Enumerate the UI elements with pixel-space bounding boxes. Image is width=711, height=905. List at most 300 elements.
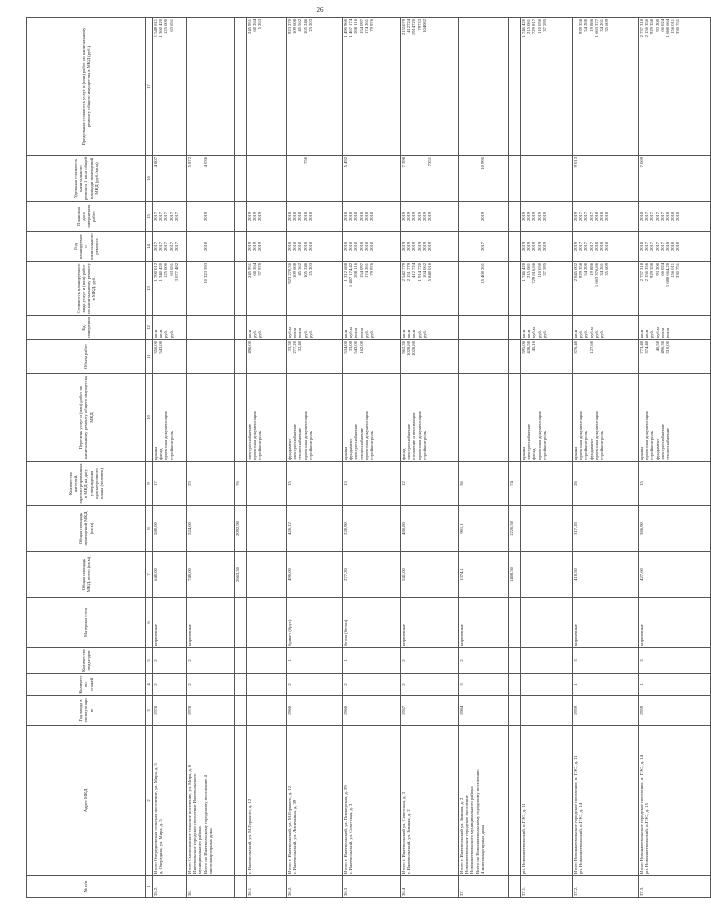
unit [573, 316, 639, 340]
cost-line: 63 651 [168, 263, 174, 276]
row-number: 36. [187, 876, 235, 898]
unit-line: куб.м [654, 327, 660, 338]
repair-year-line: 2017 [588, 241, 594, 252]
repair-year [401, 232, 459, 262]
unit-cost-line [174, 157, 179, 200]
floors [509, 674, 521, 696]
address [153, 726, 187, 876]
unit-line: руб. [599, 330, 605, 338]
cost-limit-line: 66 024 [659, 19, 665, 32]
unit-line: руб. [307, 330, 313, 338]
cost-limit-line: 245 951 [247, 19, 252, 34]
floors [235, 674, 247, 696]
works-list-line: фундамент [588, 438, 594, 460]
work-volume-line: 374,40 [644, 341, 650, 354]
unit [187, 316, 235, 340]
unit [247, 316, 287, 340]
floors [521, 674, 573, 696]
cost-limit-line: 412724 [406, 19, 412, 33]
work-volume [235, 340, 247, 374]
cost-line: 2 156 356 [644, 263, 650, 282]
unit [459, 316, 509, 340]
works-list-line: крыша [639, 446, 644, 460]
completion-date-line: 2019 [416, 211, 422, 222]
row-number: 36.3 [343, 876, 401, 898]
completion-date-line: 2018 [292, 211, 298, 222]
residents [247, 462, 287, 506]
work-volume [187, 340, 235, 374]
work-volume-line: 46,50 [654, 341, 660, 352]
unit-line: руб. [649, 330, 655, 338]
repair-year-line: 2019 [427, 241, 433, 252]
works-list [247, 374, 287, 462]
cost-limit-line: 1 663 377 [593, 19, 599, 38]
completion-date [573, 202, 639, 232]
unit-cost [235, 156, 247, 202]
repair-year-line: 2017 [479, 241, 485, 252]
year-built [247, 696, 287, 726]
cost-limit-line [174, 19, 179, 154]
premises-area: 386,90 [639, 506, 711, 552]
total-area: 490,00 [287, 552, 343, 598]
premises-area: 426,12 [287, 506, 343, 552]
works-list-line: крыша [343, 446, 348, 460]
completion-date-line: 2017 [649, 211, 655, 222]
completion-date-line: 2017 [583, 211, 589, 222]
column-number: 14 [146, 232, 153, 262]
work-volume [459, 340, 509, 374]
address-line: Итого Очередновская сельская поселение, ул. Мира, д. 5 [153, 763, 158, 874]
cost-limit-line: 125 000 [163, 19, 169, 34]
completion-date-line: 2018 [670, 211, 676, 222]
cost-line: 1 663 376,86 [593, 263, 599, 288]
completion-date-line: 2018 [363, 211, 369, 222]
unit-line: руб. [416, 330, 422, 338]
table-row [153, 18, 187, 898]
work-volume-line: 595,00 [521, 341, 526, 354]
unit [235, 316, 247, 340]
column-header: Год планируемого капитального ремонта [27, 232, 146, 262]
cost-line: 2 737 318 [639, 263, 644, 282]
cost [235, 262, 247, 316]
cost-line: 37 595 [541, 263, 547, 276]
cost-line: 729 816,86 [531, 263, 537, 284]
cost-line: 245 951 [247, 263, 252, 278]
cost-limit-line: 2151079 [401, 19, 406, 36]
works-list-line: проектная документация [536, 411, 542, 460]
total-area: 740,00 [187, 552, 235, 598]
row-number: 37.3. [639, 876, 711, 898]
total-area: 427,60 [639, 552, 711, 598]
unit-line: пог.м [297, 327, 303, 338]
cost [187, 262, 235, 316]
repair-year-line: 2019 [573, 241, 578, 252]
unit-line: кв.м [406, 329, 412, 338]
column-number: 15 [146, 202, 153, 232]
cost-limit-line: 45 562 [297, 19, 303, 32]
column-header: Стоимость планируемого вида услуг и (или) работ по капитальному ремонту в МКД, руб. [27, 262, 146, 316]
unit-cost-line: 750 [302, 157, 308, 164]
repair-year-line: 2018 [369, 241, 375, 252]
column-number: 8 [146, 506, 153, 552]
works-list-line: крыша [521, 446, 526, 460]
cost-limit-line: 1 549 811 [153, 19, 158, 38]
unit-cost-line: 5 872 [187, 157, 192, 168]
completion-date-line: 2019 [536, 211, 542, 222]
cost-line: 174 261 [363, 263, 369, 278]
cost-limit-line: 939 358 [578, 19, 584, 34]
column-header: Перечень услуг и (или) работ по капитальному ремонту общего имущества МКД [27, 374, 146, 462]
column-header: Удельная стоимость капитального ремонта 1 кв.м общей площади помещений МКД (руб./кв.м) [27, 156, 146, 202]
cost-line: 215 081 [526, 263, 532, 278]
completion-date [401, 202, 459, 232]
work-volume-line: 534,00 [343, 341, 348, 354]
completion-date-line: 2018 [369, 211, 375, 222]
cost-line: 1 700 012 [153, 263, 158, 282]
works-list-line: электроснабжение [659, 423, 665, 460]
entrances: 3 [639, 648, 711, 674]
unit-cost-line [675, 157, 680, 200]
entrances: 1 [343, 648, 401, 674]
works-list-line: теплоснабжение [297, 427, 303, 460]
address [247, 726, 287, 876]
completion-date-line: 2019 [573, 211, 578, 222]
completion-date [459, 202, 509, 232]
address [639, 726, 711, 876]
table-row [235, 18, 247, 898]
cost-limit-line: 104082 [421, 19, 427, 33]
repair-year-line: 2017 [578, 241, 584, 252]
repair-year [153, 232, 187, 262]
address-line: г. Ижеевольский, ул. Зимняя, д. 2 [406, 809, 412, 874]
premises-area: 317,20 [573, 506, 639, 552]
table-row [287, 18, 343, 898]
works-list-line: электроснабжение [292, 423, 298, 460]
unit [639, 316, 711, 340]
completion-date-line: 2017 [168, 211, 174, 222]
wall-material: кирпичные [639, 598, 711, 648]
works-list-line: фасад [531, 448, 537, 460]
column-number: 7 [146, 552, 153, 598]
repair-year-line: 2019 [416, 241, 422, 252]
completion-date-line: 2019 [521, 211, 526, 222]
table-row [509, 18, 521, 898]
column-header: Общая площадь помещений МКД (кв.м) [27, 506, 146, 552]
cost-limit-line: 110 050 [536, 19, 542, 34]
cost-limit-line: 2 156 356 [644, 19, 650, 38]
completion-date-line: 2018 [343, 211, 348, 222]
repair-year [343, 232, 401, 262]
completion-date-line: 2019 [421, 211, 427, 222]
works-list [187, 374, 235, 462]
entrances: 2 [401, 648, 459, 674]
cost-limit-line: 5 263 [257, 19, 263, 30]
cost-limit [521, 18, 573, 156]
unit-cost-line [604, 157, 609, 200]
residents: 26 [573, 462, 639, 506]
cost-limit-line: 1 746 420 [521, 19, 526, 38]
unit-line: куб.м [531, 327, 537, 338]
floors: 2 [187, 674, 235, 696]
row-number: 36.2. [287, 876, 343, 898]
table-row [573, 18, 639, 898]
completion-date [343, 202, 401, 232]
cost-limit-line: 929 358 [649, 19, 655, 34]
row-number [509, 876, 521, 898]
repair-year [235, 232, 247, 262]
completion-date [287, 202, 343, 232]
wall-material: кирпичные [573, 598, 639, 648]
unit-cost-line: 7351 [427, 157, 433, 167]
work-volume-line: 438,50 [526, 341, 532, 354]
unit-line: кв.м [644, 329, 650, 338]
entrances [247, 648, 287, 674]
entrances: 3 [573, 648, 639, 674]
address-line: Новоижеевольского муниципального района [469, 786, 475, 874]
cost-limit-line [427, 19, 432, 154]
unit-line: руб. [257, 330, 263, 338]
works-list-line: теплоснабжение [665, 427, 671, 460]
work-volume-line: 543,00 [158, 341, 164, 354]
work-volume-line: 962,30 [401, 341, 406, 354]
completion-date [153, 202, 187, 232]
unit-cost-line: 10 995 [479, 157, 485, 170]
works-list [521, 374, 573, 462]
wall-material [247, 598, 287, 648]
address [573, 726, 639, 876]
completion-date-line: 2017 [588, 211, 594, 222]
unit-cost [187, 156, 235, 202]
cost [509, 262, 521, 316]
premises-area [247, 506, 287, 552]
works-list-line: стройконтроль [369, 431, 375, 460]
work-volume-line [542, 341, 547, 372]
table-row [521, 18, 573, 898]
cost-line: 5 848 016 [427, 263, 433, 282]
unit-line: руб. [302, 330, 308, 338]
unit-line: пог.м [353, 327, 359, 338]
residents: 15 [287, 462, 343, 506]
work-volume-line [369, 341, 374, 372]
unit-line: руб. [369, 330, 375, 338]
address-line: Итого Новоижеевольское городское поселение, п. ГЭС, д. 11 [573, 755, 578, 874]
works-list [573, 374, 639, 462]
completion-date-line: 2017 [654, 211, 660, 222]
repair-year-line: 2017 [168, 241, 174, 252]
cost-line: 105 246 [302, 263, 308, 278]
table-row [639, 18, 711, 898]
cost-limit-line: 1 688 664 [665, 19, 671, 38]
works-list-line: крыша [153, 446, 158, 460]
unit-line: пог.м [358, 327, 364, 338]
total-area [521, 552, 573, 598]
works-list [459, 374, 509, 462]
cost-limit-line: 923 270 [287, 19, 292, 34]
completion-date-line: 2019 [406, 211, 412, 222]
residents: 12 [401, 462, 459, 506]
work-volume-line: 1028,80 [406, 341, 412, 356]
cost-line: 45 562 [297, 263, 303, 276]
completion-date-line: 2018 [599, 211, 605, 222]
cost-line: 1 312 688 [343, 263, 348, 282]
address [343, 726, 401, 876]
entrances [521, 648, 573, 674]
column-header: Ед. измерения [27, 316, 146, 340]
works-list-line: фундамент [287, 438, 292, 460]
row-number: 36.4 [401, 876, 459, 898]
work-volume [639, 340, 711, 374]
entrances [509, 648, 521, 674]
table-row [247, 18, 287, 898]
address [235, 726, 247, 876]
work-volume-line: 376,40 [573, 341, 578, 354]
premises-area [521, 506, 573, 552]
cost-line: 125 000 [163, 263, 169, 278]
works-list-line: электроснабжение [406, 423, 412, 460]
year-built: 1960 [343, 696, 401, 726]
unit-cost-line [369, 157, 374, 200]
unit [509, 316, 521, 340]
completion-date [187, 202, 235, 232]
repair-plan-table-sheet [26, 18, 681, 898]
row-number: 37.2. [573, 876, 639, 898]
cost-limit-line: 208 116 [353, 19, 359, 34]
residents: 76 [235, 462, 247, 506]
work-volume [573, 340, 639, 374]
address-line: Итого г. Ижеевольский ул. Зимняя, д. 2 [459, 797, 464, 874]
unit-line: руб. [578, 330, 584, 338]
address-line: Новоижеевольское городское поселение [464, 795, 470, 874]
row-number: 37. [459, 876, 509, 898]
works-list-line: проектная документация [252, 411, 258, 460]
cost-limit-line: 34 261 [599, 19, 605, 32]
unit-cost-line: 7 069 [639, 157, 644, 168]
completion-date [509, 202, 521, 232]
work-volume [343, 340, 401, 374]
repair-year [639, 232, 711, 262]
cost-line: 929 358 [578, 263, 584, 278]
premises-area: 524,00 [187, 506, 235, 552]
cost-line: 1 688 664,28 [665, 263, 671, 288]
cost [401, 262, 459, 316]
cost-line: 93 200 [654, 263, 660, 276]
cost-limit-line: 1 467 174 [348, 19, 354, 38]
repair-year-line: 2018 [639, 241, 644, 252]
repair-year-line: 2019 [521, 241, 526, 252]
premises-area: 901,1 [459, 506, 509, 552]
wall-material: кирпичные [401, 598, 459, 648]
works-list [287, 374, 343, 462]
unit-cost-line [308, 157, 313, 200]
year-built: 1959 [639, 696, 711, 726]
premises-area: 1226,50 [509, 506, 521, 552]
entrances: 2 [459, 648, 509, 674]
address-line: д. Очередная, ул. Мира, д. 5 [158, 819, 164, 874]
row-number: 37.1. [521, 876, 573, 898]
unit-line: пог.м [292, 327, 298, 338]
unit-line: руб. [421, 330, 427, 338]
unit-line: кв.м [573, 329, 578, 338]
premises-area: 2092,90 [235, 506, 247, 552]
cost-line: 3 077 482 [173, 263, 179, 282]
repair-year-line: 2019 [526, 241, 532, 252]
cost-limit-line: 105 246 [302, 19, 308, 34]
total-area: 541,00 [401, 552, 459, 598]
cost-line: 1 914 720 [416, 263, 422, 282]
cost [153, 262, 187, 316]
repair-year-line: 2019 [411, 241, 417, 252]
unit-line: пог.м [665, 327, 671, 338]
cost-line: 208 116 [353, 263, 359, 278]
repair-year-line: 2017 [163, 241, 169, 252]
works-list-line: стройконтроль [421, 431, 427, 460]
address-line: Всего по Ижеевольскому городскому поселению 4 [202, 775, 208, 874]
total-area: 640,00 [153, 552, 187, 598]
column-header: Общая площадь МКД, всего (кв.м) [27, 552, 146, 598]
unit-cost-line: 7 398 [401, 157, 406, 168]
repair-year [459, 232, 509, 262]
unit-cost [287, 156, 343, 202]
works-list-line: проектная документация [644, 411, 650, 460]
cost [343, 262, 401, 316]
repair-year [521, 232, 573, 262]
completion-date-line: 2019 [257, 211, 263, 222]
cost-line: 2 151 779 [406, 263, 412, 282]
repair-year-line: 2019 [401, 241, 406, 252]
completion-date [639, 202, 711, 232]
cost-limit-line: 215 081 [526, 19, 532, 34]
cost-limit [509, 18, 521, 156]
cost-limit-line: 1914720 [411, 19, 417, 36]
repair-plan-table [26, 17, 711, 898]
wall-material: брикет (брус) [287, 598, 343, 648]
completion-date-line: 2019 [411, 211, 417, 222]
works-list-line: стройконтроль [168, 431, 174, 460]
work-volume-line: 490,00 [247, 341, 252, 354]
repair-year-line: 2018 [297, 241, 303, 252]
residents: 23 [187, 462, 235, 506]
address-line: Итого Смоленовское сельское поселение, ул. Мира, д. 8 [187, 764, 192, 874]
works-list-line: проектная документация [163, 411, 169, 460]
unit-line: куб.м [348, 327, 354, 338]
repair-year [287, 232, 343, 262]
cost-limit [287, 18, 343, 156]
cost-line: 330 751 [675, 263, 681, 278]
cost-line: 1 340 420 [158, 263, 164, 282]
works-list-line: стройконтроль [257, 431, 263, 460]
column-header: № п/п [27, 876, 146, 898]
column-header: Количество жителей, зарегистрированных в МКД на дату утверждения краткосрочного плана (человек) [27, 462, 146, 506]
cost-limit-line: 154 097 [358, 19, 364, 34]
column-header: Плановая дата завершения работ [27, 202, 146, 232]
cost-limit [343, 18, 401, 156]
column-number: 13 [146, 262, 153, 316]
unit-line: руб. [363, 330, 369, 338]
cost-line: 156 011 [670, 263, 676, 278]
repair-year-line: 2019 [247, 241, 252, 252]
cost-line: 79 976 [369, 263, 375, 276]
unit-line: куб.м [588, 327, 594, 338]
table-header-row [27, 18, 146, 898]
unit-line: руб. [168, 330, 174, 338]
repair-year-line: 2017 [644, 241, 650, 252]
cost-line: 1 746 420 [521, 263, 526, 282]
row-number [235, 876, 247, 898]
address-line: рп. Новоижеевольский, п.ГЭС, д. 15 [644, 803, 650, 874]
repair-year-line: 2017 [654, 241, 660, 252]
repair-year-line: 2019 [531, 241, 537, 252]
completion-date-line: 2017 [158, 211, 164, 222]
